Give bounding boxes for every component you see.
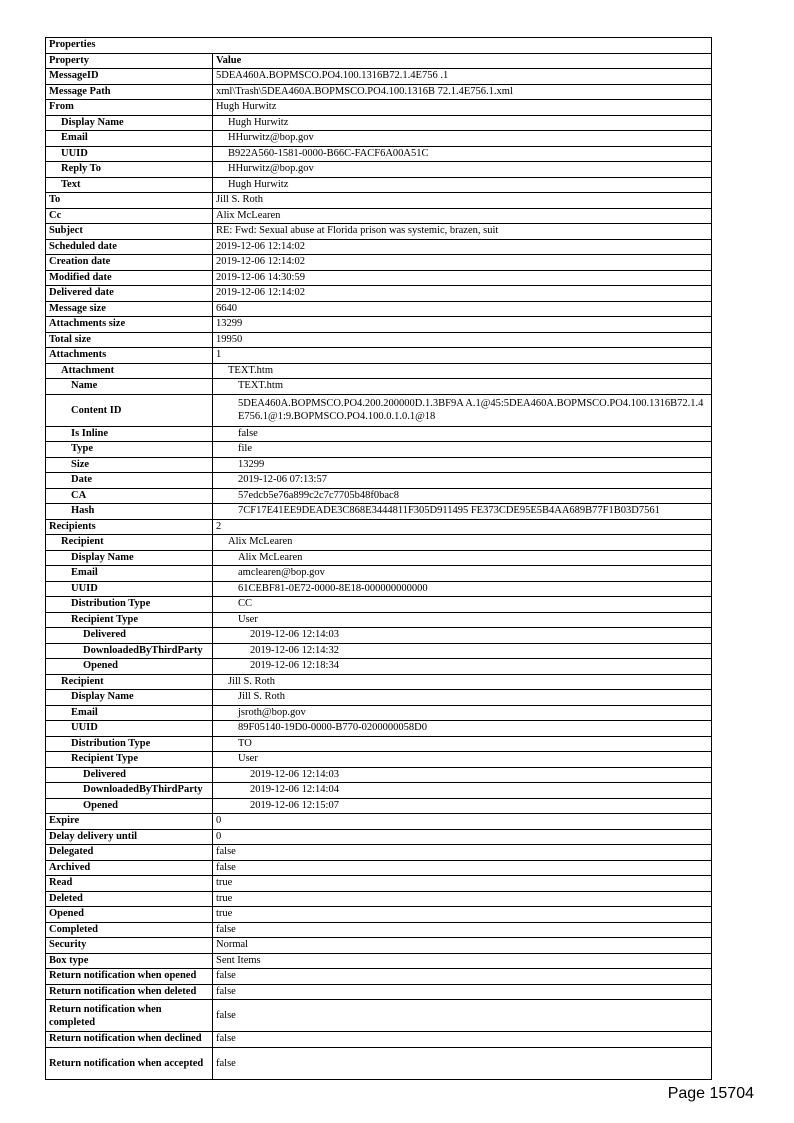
property-name: Completed [46, 922, 213, 938]
property-value: RE: Fwd: Sexual abuse at Florida prison was systemic, brazen, suit [213, 224, 712, 240]
property-value: true [213, 891, 712, 907]
property-name: Creation date [46, 255, 213, 271]
table-row [46, 348, 712, 364]
table-row [46, 581, 712, 597]
property-value: 2019-12-06 12:14:03 [213, 628, 712, 644]
property-value: Hugh Hurwitz [213, 177, 712, 193]
table-row [46, 519, 712, 535]
table-row [46, 162, 712, 178]
property-name: Message Path [46, 84, 213, 100]
property-name: Email [46, 566, 213, 582]
table-row [46, 550, 712, 566]
property-value: 2019-12-06 12:14:32 [213, 643, 712, 659]
property-value: Sent Items [213, 953, 712, 969]
property-name: From [46, 100, 213, 116]
properties-table-body [46, 38, 712, 1080]
table-row [46, 457, 712, 473]
table-row [46, 146, 712, 162]
property-name: Total size [46, 332, 213, 348]
table-row [46, 84, 712, 100]
property-value: 89F05140-19D0-0000-B770-0200000058D0 [213, 721, 712, 737]
table-title-row [46, 38, 712, 54]
property-name: Type [46, 442, 213, 458]
property-name: Size [46, 457, 213, 473]
table-row [46, 566, 712, 582]
property-value: 7CF17E41EE9DEADE3C868E3444811F305D911495 FE373CDE95E5B4AA689B77F1B03D7561 [213, 504, 712, 520]
property-value: false [213, 860, 712, 876]
properties-table [45, 37, 712, 1080]
property-name: Delivered [46, 628, 213, 644]
property-value: false [213, 426, 712, 442]
table-row [46, 69, 712, 85]
property-value: 5DEA460A.BOPMSCO.PO4.200.200000D.1.3BF9A A.1@45:5DEA460A.BOPMSCO.PO4.100.1316B72.1.4E756.1@1:9.BOPMSCO.PO4.100.0.1.0.1@18 [213, 394, 712, 426]
property-value: 13299 [213, 317, 712, 333]
property-name: Recipient Type [46, 612, 213, 628]
property-name: DownloadedByThirdParty [46, 643, 213, 659]
property-value: false [213, 1000, 712, 1032]
property-name: Attachments [46, 348, 213, 364]
property-name: Date [46, 473, 213, 489]
table-row [46, 363, 712, 379]
property-name: Message size [46, 301, 213, 317]
property-value: Jill S. Roth [213, 674, 712, 690]
property-value: 6640 [213, 301, 712, 317]
header-property: Property [46, 53, 213, 69]
table-row [46, 286, 712, 302]
table-row [46, 907, 712, 923]
property-name: Return notification when accepted [46, 1047, 213, 1079]
property-name: Delivered date [46, 286, 213, 302]
property-name: Recipient [46, 535, 213, 551]
table-row [46, 736, 712, 752]
table-row [46, 426, 712, 442]
property-value: 61CEBF81-0E72-0000-8E18-000000000000 [213, 581, 712, 597]
property-value: false [213, 922, 712, 938]
property-name: UUID [46, 581, 213, 597]
table-row [46, 317, 712, 333]
property-value: Jill S. Roth [213, 193, 712, 209]
table-row [46, 798, 712, 814]
table-row [46, 922, 712, 938]
property-value: false [213, 969, 712, 985]
table-row [46, 239, 712, 255]
property-name: Modified date [46, 270, 213, 286]
property-value: false [213, 1032, 712, 1048]
property-name: UUID [46, 146, 213, 162]
property-name: Cc [46, 208, 213, 224]
property-name: Return notification when declined [46, 1032, 213, 1048]
property-name: Hash [46, 504, 213, 520]
property-value: User [213, 752, 712, 768]
property-name: Attachment [46, 363, 213, 379]
property-name: Recipients [46, 519, 213, 535]
table-row [46, 814, 712, 830]
property-value: 1 [213, 348, 712, 364]
table-row [46, 394, 712, 426]
property-value: Alix McLearen [213, 208, 712, 224]
property-value: jsroth@bop.gov [213, 705, 712, 721]
table-row [46, 969, 712, 985]
property-value: false [213, 845, 712, 861]
property-value: Normal [213, 938, 712, 954]
property-value: 2019-12-06 07:13:57 [213, 473, 712, 489]
table-row [46, 270, 712, 286]
property-value: 2019-12-06 12:14:02 [213, 239, 712, 255]
table-row [46, 891, 712, 907]
property-value: 5DEA460A.BOPMSCO.PO4.100.1316B72.1.4E756 .1 [213, 69, 712, 85]
property-value: false [213, 1047, 712, 1079]
property-value: true [213, 907, 712, 923]
page-number: Page 15704 [667, 1085, 754, 1102]
property-value: 2019-12-06 12:18:34 [213, 659, 712, 675]
property-name: Recipient [46, 674, 213, 690]
property-value: TO [213, 736, 712, 752]
property-value: TEXT.htm [213, 379, 712, 395]
property-value: 2019-12-06 12:14:02 [213, 286, 712, 302]
table-row [46, 332, 712, 348]
property-name: Display Name [46, 690, 213, 706]
property-name: Distribution Type [46, 597, 213, 613]
table-row [46, 1047, 712, 1079]
property-value: TEXT.htm [213, 363, 712, 379]
property-value: 57edcb5e76a899c2c7c7705b48f0bac8 [213, 488, 712, 504]
property-value: Hugh Hurwitz [213, 100, 712, 116]
property-name: Archived [46, 860, 213, 876]
property-name: Email [46, 131, 213, 147]
property-name: Display Name [46, 115, 213, 131]
property-name: Expire [46, 814, 213, 830]
property-name: MessageID [46, 69, 213, 85]
property-value: Hugh Hurwitz [213, 115, 712, 131]
table-row [46, 379, 712, 395]
property-value: amclearen@bop.gov [213, 566, 712, 582]
property-value: HHurwitz@bop.gov [213, 162, 712, 178]
table-row [46, 643, 712, 659]
table-row [46, 100, 712, 116]
property-name: Is Inline [46, 426, 213, 442]
table-row [46, 984, 712, 1000]
property-name: To [46, 193, 213, 209]
property-value: HHurwitz@bop.gov [213, 131, 712, 147]
property-name: DownloadedByThirdParty [46, 783, 213, 799]
table-row [46, 177, 712, 193]
table-row [46, 488, 712, 504]
property-value: Alix McLearen [213, 550, 712, 566]
property-name: Return notification when deleted [46, 984, 213, 1000]
property-name: Distribution Type [46, 736, 213, 752]
table-row [46, 829, 712, 845]
property-name: Reply To [46, 162, 213, 178]
table-row [46, 115, 712, 131]
property-name: Delivered [46, 767, 213, 783]
table-row [46, 767, 712, 783]
property-name: Return notification when completed [46, 1000, 213, 1032]
property-name: Delay delivery until [46, 829, 213, 845]
property-name: Email [46, 705, 213, 721]
property-value: User [213, 612, 712, 628]
table-row [46, 876, 712, 892]
property-value: 2019-12-06 12:15:07 [213, 798, 712, 814]
property-name: UUID [46, 721, 213, 737]
table-row [46, 1032, 712, 1048]
property-name: Scheduled date [46, 239, 213, 255]
table-row [46, 612, 712, 628]
table-row [46, 752, 712, 768]
table-row [46, 224, 712, 240]
table-row [46, 938, 712, 954]
property-name: Opened [46, 659, 213, 675]
table-title: Properties [46, 38, 712, 54]
property-name: Text [46, 177, 213, 193]
table-row [46, 1000, 712, 1032]
property-name: Return notification when opened [46, 969, 213, 985]
table-row [46, 473, 712, 489]
table-row [46, 860, 712, 876]
table-row [46, 690, 712, 706]
property-name: Content ID [46, 394, 213, 426]
property-name: Display Name [46, 550, 213, 566]
property-value: false [213, 984, 712, 1000]
table-row [46, 783, 712, 799]
property-value: 2019-12-06 14:30:59 [213, 270, 712, 286]
property-value: 0 [213, 829, 712, 845]
table-row [46, 504, 712, 520]
table-row [46, 845, 712, 861]
table-row [46, 131, 712, 147]
property-name: Read [46, 876, 213, 892]
table-row [46, 442, 712, 458]
property-name: Attachments size [46, 317, 213, 333]
property-name: Box type [46, 953, 213, 969]
property-value: 2019-12-06 12:14:04 [213, 783, 712, 799]
property-value: Alix McLearen [213, 535, 712, 551]
property-name: Deleted [46, 891, 213, 907]
table-row [46, 301, 712, 317]
table-row [46, 597, 712, 613]
table-row [46, 255, 712, 271]
table-row [46, 628, 712, 644]
property-value: xml\Trash\5DEA460A.BOPMSCO.PO4.100.1316B 72.1.4E756.1.xml [213, 84, 712, 100]
table-header-row [46, 53, 712, 69]
property-name: Name [46, 379, 213, 395]
property-name: Subject [46, 224, 213, 240]
property-name: CA [46, 488, 213, 504]
property-value: 2 [213, 519, 712, 535]
table-row [46, 659, 712, 675]
property-value: B922A560-1581-0000-B66C-FACF6A00A51C [213, 146, 712, 162]
table-row [46, 674, 712, 690]
property-name: Security [46, 938, 213, 954]
property-name: Opened [46, 907, 213, 923]
property-value: 2019-12-06 12:14:03 [213, 767, 712, 783]
property-value: 2019-12-06 12:14:02 [213, 255, 712, 271]
table-row [46, 953, 712, 969]
table-row [46, 705, 712, 721]
property-value: Jill S. Roth [213, 690, 712, 706]
property-name: Recipient Type [46, 752, 213, 768]
table-row [46, 535, 712, 551]
table-row [46, 721, 712, 737]
property-value: true [213, 876, 712, 892]
property-value: 19950 [213, 332, 712, 348]
header-value: Value [213, 53, 712, 69]
property-value: 0 [213, 814, 712, 830]
table-row [46, 193, 712, 209]
property-name: Opened [46, 798, 213, 814]
property-value: CC [213, 597, 712, 613]
property-value: 13299 [213, 457, 712, 473]
table-row [46, 208, 712, 224]
property-name: Delegated [46, 845, 213, 861]
property-value: file [213, 442, 712, 458]
